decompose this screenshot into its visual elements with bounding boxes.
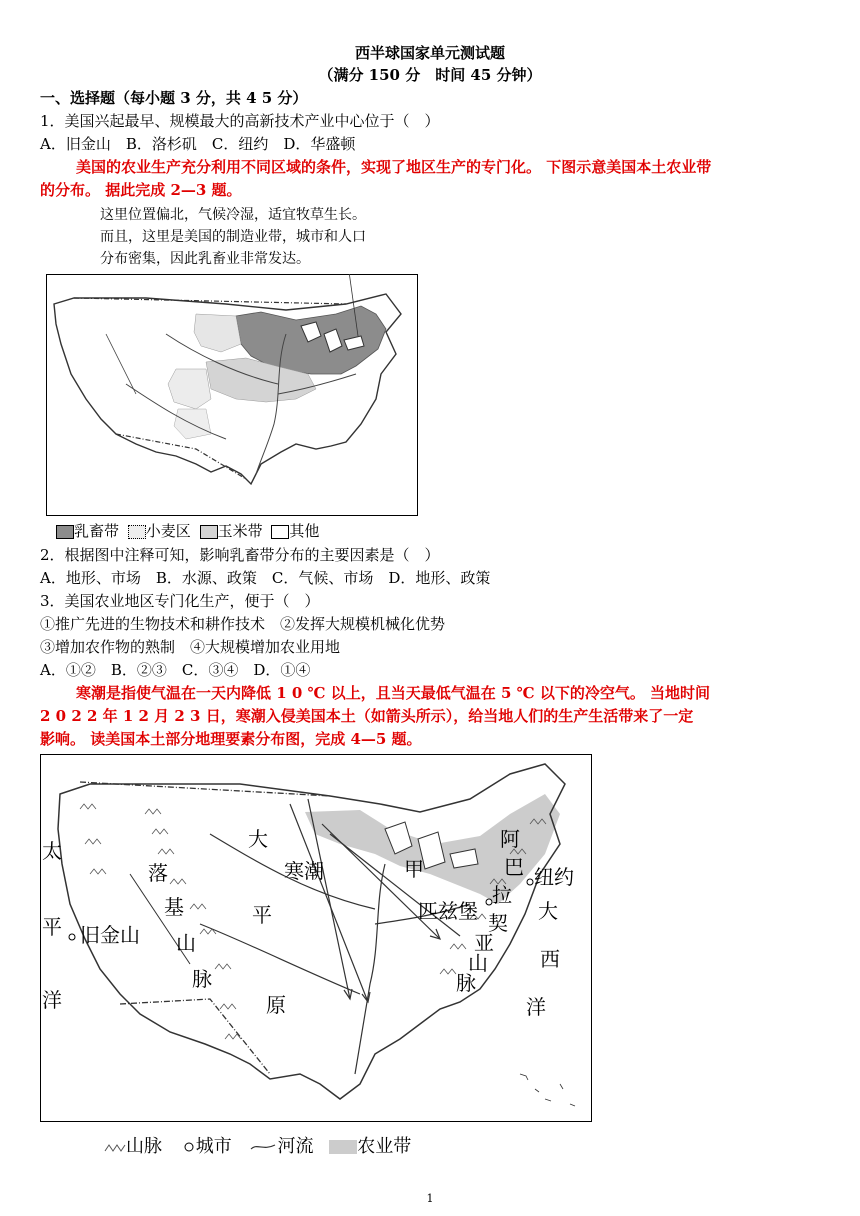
intro2-line2: 2 0 2 2 年 1 2 月 2 3 日，寒潮入侵美国本土（如箭头所示），给当地人们的生产生活带来了一定: [40, 707, 694, 725]
label-plain-3: 原: [266, 993, 286, 1017]
q1-options: A．旧金山 B．洛杉矶 C．纽约 D．华盛顿: [40, 135, 356, 153]
label-jia: 甲: [404, 857, 424, 881]
legend-swatch-wheat: [128, 525, 146, 539]
label-pacific-1: 太: [42, 839, 62, 863]
intro1-line2: 的分布。 据此完成 2—3 题。: [40, 181, 242, 199]
legend-swatch-corn: [200, 525, 218, 539]
intro2-line1: 寒潮是指使气温在一天内降低 1 0 ℃ 以上，且当天最低气温在 5 ℃ 以下的冷空气。 当地时间: [76, 684, 711, 702]
q1-stem: 1．美国兴起最早、规模最大的高新技术产业中心位于（ ）: [40, 112, 440, 130]
q2-stem: 2．根据图中注释可知，影响乳畜带分布的主要因素是（ ）: [40, 546, 440, 564]
city-new-york: [527, 879, 533, 885]
legend-swatch-other: [271, 525, 289, 539]
map1-legend: [56, 520, 319, 541]
page-title: 西半球国家单元测试题: [354, 44, 505, 62]
label-rocky-1: 落: [148, 861, 168, 885]
label-app-1: 阿: [500, 827, 520, 851]
label-rocky-3: 山: [176, 931, 196, 955]
us-agriculture-map: [46, 274, 418, 516]
map1-annotation-2: 而且，这里是美国的制造业带，城市和人口: [100, 229, 366, 245]
q3-options: A．①② B．②③ C．③④ D．①④: [40, 661, 311, 679]
legend-label-dairy: 乳畜带: [74, 522, 120, 540]
label-app-6: 山: [468, 951, 488, 975]
q3-stem: 3．美国农业地区专门化生产，便于（ ）: [40, 592, 320, 610]
legend-label-corn: 玉米带: [217, 522, 263, 540]
label-pacific-3: 洋: [42, 988, 62, 1012]
label-atlantic-1: 大: [538, 899, 558, 923]
map1-annotation-1: 这里位置偏北，气候冷湿，适宜牧草生长。: [100, 207, 366, 223]
legend-city-icon: [182, 1137, 196, 1158]
label-atlantic-3: 洋: [526, 995, 546, 1019]
label-rocky-2: 基: [164, 895, 184, 919]
q3-choices-3-4: ③增加农作物的熟制 ④大规模增加农业用地: [40, 638, 341, 656]
label-rocky-4: 脉: [192, 967, 212, 991]
page-number: 1: [426, 1192, 434, 1205]
q2-options: A．地形、市场 B．水源、政策 C．气候、市场 D．地形、政策: [40, 569, 491, 587]
legend-label-other: 其他: [289, 522, 320, 540]
intro1-line1: 美国的农业生产充分利用不同区域的条件，实现了地区生产的专门化。 下图示意美国本土农业带: [76, 158, 712, 176]
q3-choices-1-2: ①推广先进的生物技术和耕作技术 ②发挥大规模机械化优势: [40, 615, 446, 633]
legend-label-wheat: 小麦区: [145, 522, 191, 540]
legend-label-mountain: 山脉: [126, 1136, 162, 1157]
label-plain-2: 平: [252, 903, 272, 927]
label-app-7: 脉: [456, 971, 476, 995]
label-app-2: 巴: [504, 855, 524, 879]
label-san-francisco: 旧金山: [80, 923, 140, 947]
map1-annotation-3: 分布密集，因此乳畜业非常发达。: [100, 251, 310, 267]
label-app-5: 亚: [474, 931, 494, 955]
city-san-francisco: [69, 934, 75, 940]
legend-label-river: 河流: [277, 1136, 314, 1157]
legend-label-city: 城市: [195, 1136, 232, 1157]
map2-legend: [104, 1132, 411, 1158]
label-app-4: 契: [488, 911, 508, 935]
legend-river-icon: [249, 1137, 277, 1158]
legend-agri-swatch: [329, 1140, 357, 1154]
label-pittsburgh: 匹兹堡: [418, 899, 478, 923]
section-heading: 一、选择题（每小题 3 分，共 4 5 分）: [40, 89, 308, 107]
label-app-3: 拉: [492, 883, 512, 907]
label-new-york: 纽约: [534, 865, 574, 889]
legend-mountain-icon: [104, 1137, 126, 1158]
label-plain-1: 大: [248, 827, 268, 851]
us-coldwave-map: [40, 754, 592, 1122]
intro2-line3: 影响。 读美国本土部分地理要素分布图，完成 4—5 题。: [40, 730, 422, 748]
legend-swatch-dairy: [56, 525, 74, 539]
page-subtitle: （满分 150 分 时间 45 分钟）: [318, 66, 542, 84]
legend-label-agri: 农业带: [357, 1136, 412, 1157]
label-pacific-2: 平: [42, 915, 62, 939]
label-coldwave: 寒潮: [284, 859, 324, 883]
label-atlantic-2: 西: [540, 947, 560, 971]
